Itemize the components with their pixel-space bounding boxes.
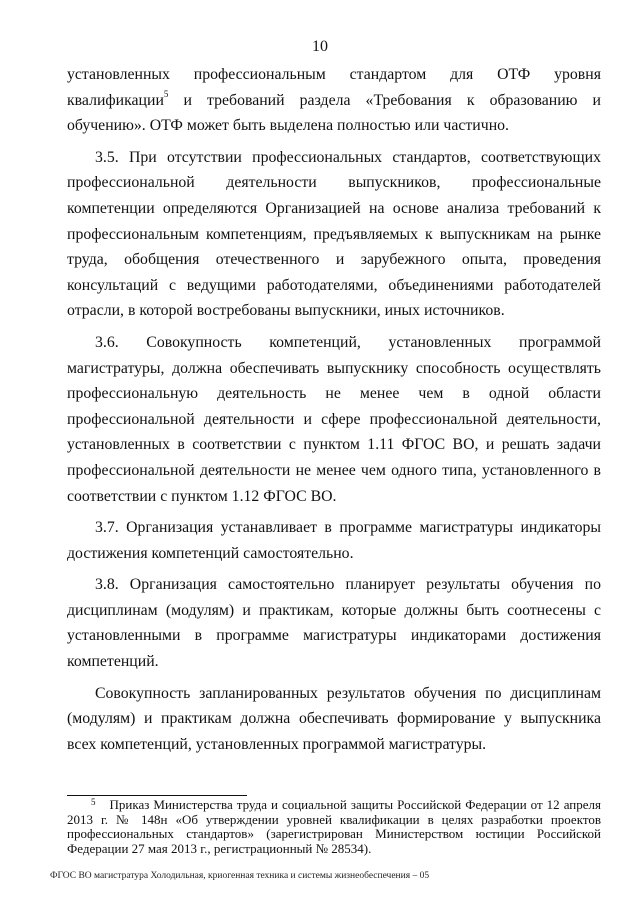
paragraph-3-8: 3.8. Организация самостоятельно планирует результаты обучения по дисциплинам (модулям) и практикам, которые должны быть соотнесены с установленными в программе магистратуры индикаторами достижения компетенций. <box>67 576 601 671</box>
footnote-separator <box>67 795 247 796</box>
paragraph-3-6: 3.6. Совокупность компетенций, установленных программой магистратуры, должна обеспечивать выпускнику способность осуществлять профессиональную деятельность не менее чем в одной области профессиональной деятельности и сфере профессиональной деятельности, установленных в соответствии с пунктом 1.11 ФГОС ВО, и решать задачи профессиональной деятельности не менее чем одного типа, установленного в соответствии с пунктом 1.12 ФГОС ВО. <box>67 333 601 505</box>
paragraph-continuation <box>67 62 601 139</box>
page-number: 10 <box>312 38 328 55</box>
document-body <box>67 62 601 763</box>
paragraph-text: установленных профессиональным стандартом для ОТФ уровня квалификации <box>67 66 601 109</box>
paragraph-3-5: 3.5. При отсутствии профессиональных стандартов, соответствующих профессиональной деятельности выпускников, профессиональные компетенции определяются Организацией на основе анализа требований к профессиональным компетенциям, предъявляемых к выпускникам на рынке труда, обобщения отечественного и зарубежного опыта, проведения консультаций с ведущими работодателями, объединениями работодателей отрасли, в которой востребованы выпускники, иных источников. <box>67 148 601 320</box>
footnote-reference: 5 <box>163 88 169 99</box>
paragraph-learning-outcomes: Совокупность запланированных результатов обучения по дисциплинам (модулям) и практикам должна обеспечивать формирование у выпускника всех компетенций, установленных программой магистратуры. <box>67 684 601 753</box>
page-footer: ФГОС ВО магистратура Холодильная, криогенная техника и системы жизнеобеспечения – 05 <box>50 871 430 881</box>
footnote-marker: 5 <box>91 797 96 807</box>
footnote <box>67 798 601 856</box>
footnote-text: Приказ Министерства труда и социальной защиты Российской Федерации от 12 апреля 2013 г. № 148н «Об утверждении уровней квалификации в целях разработки проектов профессиональных стандартов» (зарегистрирован Министерством юстиции Российской Федерации 27 мая 2013 г., регистрационный № 28534). <box>67 797 601 856</box>
paragraph-text-tail: и требований раздела «Требования к образованию и обучению». ОТФ может быть выделена полностью или частично. <box>67 91 601 135</box>
paragraph-3-7: 3.7. Организация устанавливает в программе магистратуры индикаторы достижения компетенций самостоятельно. <box>67 519 601 562</box>
